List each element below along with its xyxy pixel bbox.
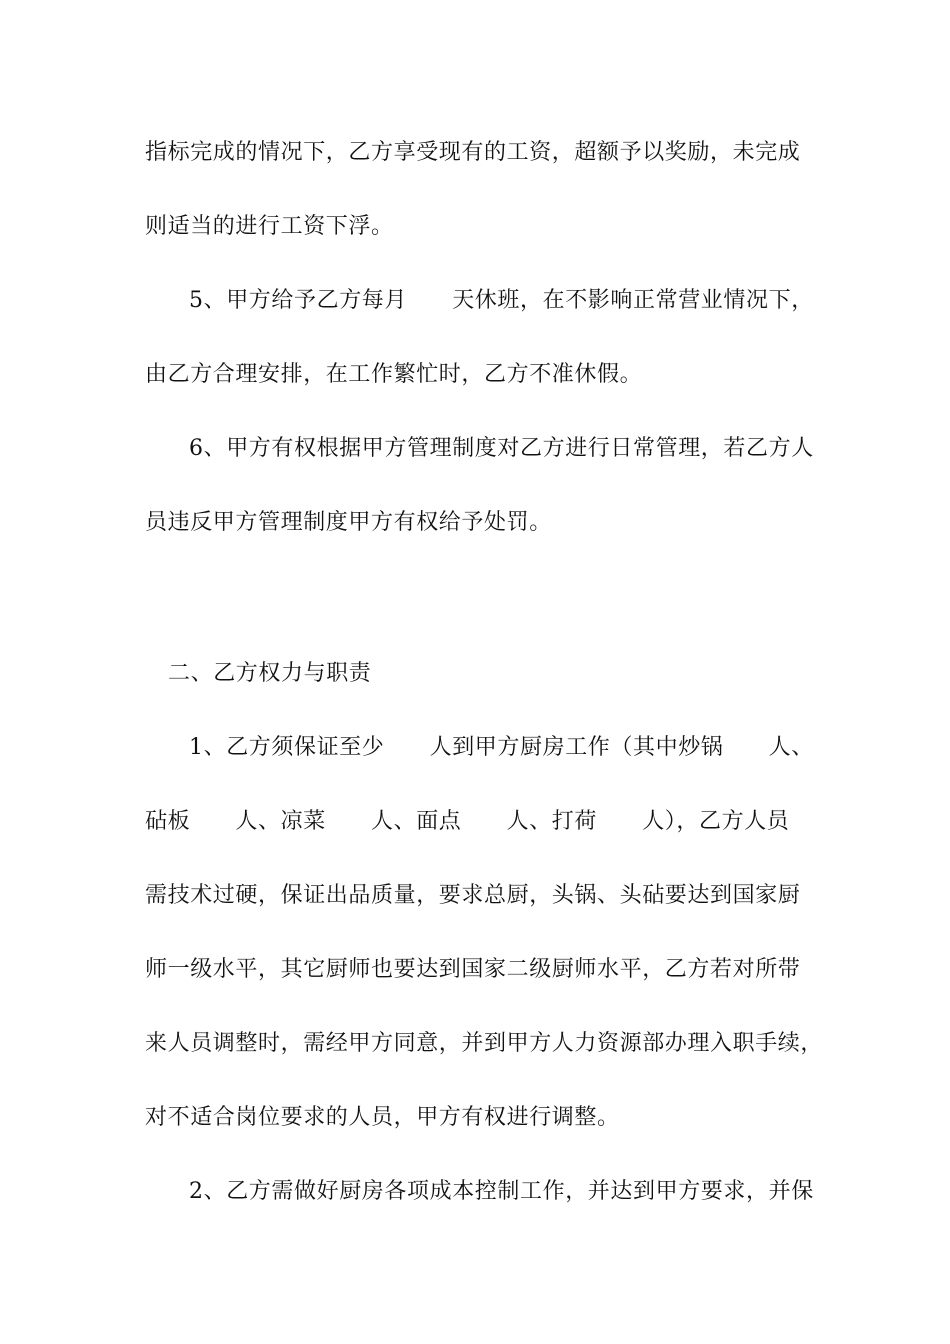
clause-1-line: 1、乙方须保证至少 人到甲方厨房工作（其中炒锅 人、: [189, 735, 814, 760]
clause-6-line: 6、甲方有权根据甲方管理制度对乙方进行日常管理，若乙方人: [189, 436, 814, 461]
paragraph-line: 师一级水平，其它厨师也要达到国家二级厨师水平，乙方若对所带: [145, 957, 801, 982]
section-heading: 二、乙方权力与职责: [168, 661, 372, 686]
paragraph-line: 对不适合岗位要求的人员，甲方有权进行调整。: [145, 1105, 620, 1130]
paragraph-line: 来人员调整时，需经甲方同意，并到甲方人力资源部办理入职手续，: [145, 1031, 824, 1056]
paragraph-line: 由乙方合理安排，在工作繁忙时，乙方不准休假。: [145, 362, 643, 387]
clause-2-line: 2、乙方需做好厨房各项成本控制工作，并达到甲方要求，并保: [189, 1179, 814, 1204]
paragraph-line: 指标完成的情况下，乙方享受现有的工资，超额予以奖励，未完成: [145, 140, 801, 165]
paragraph-line: 砧板 人、凉菜 人、面点 人、打荷 人），乙方人员: [145, 809, 790, 834]
clause-5-line: 5、甲方给予乙方每月 天休班，在不影响正常营业情况下，: [189, 288, 814, 313]
paragraph-line: 员违反甲方管理制度甲方有权给予处罚。: [145, 510, 552, 535]
paragraph-line: 需技术过硬，保证出品质量，要求总厨，头锅、头砧要达到国家厨: [145, 883, 801, 908]
paragraph-line: 则适当的进行工资下浮。: [145, 214, 394, 239]
